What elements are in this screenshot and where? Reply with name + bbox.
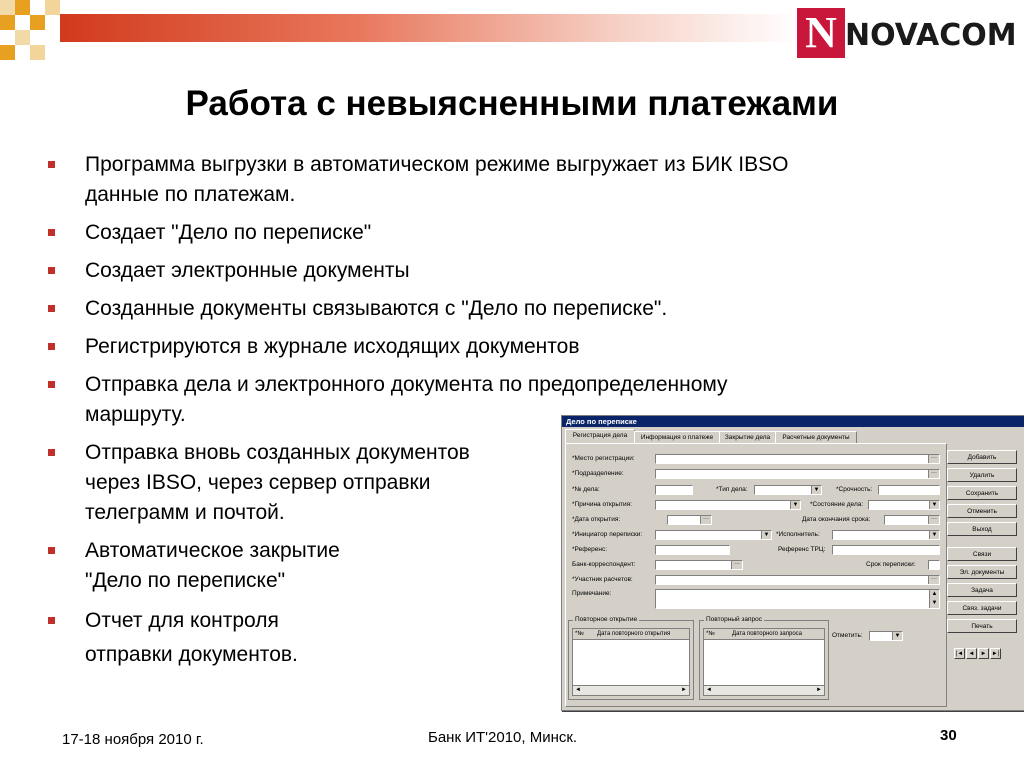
ref-trc-field[interactable] bbox=[832, 545, 940, 555]
state-select[interactable] bbox=[868, 500, 940, 510]
deco-square bbox=[15, 30, 30, 45]
chevron-down-icon[interactable]: ▼ bbox=[811, 486, 821, 494]
ellipsis-icon[interactable]: ··· bbox=[928, 470, 939, 478]
registration-panel bbox=[565, 443, 947, 707]
novacom-logo bbox=[797, 6, 1019, 60]
linked-tasks-button[interactable]: Связ. задачи bbox=[947, 601, 1017, 615]
bullet-item: Автоматическое закрытие "Дело по переписке" bbox=[48, 536, 948, 596]
bullet-item: Отправка дела и электронного документа по предопределенному маршруту. bbox=[48, 370, 948, 430]
window-title-bar: Дело по переписке bbox=[562, 416, 1024, 427]
open-date-field[interactable] bbox=[667, 515, 712, 525]
executor-select[interactable] bbox=[832, 530, 940, 540]
reason-select[interactable] bbox=[655, 500, 801, 510]
rerequest-group-title: Повторный запрос bbox=[706, 616, 763, 623]
bullet-item: Созданные документы связываются с "Дело по переписке". bbox=[48, 294, 948, 324]
grid-header bbox=[704, 629, 824, 640]
save-button[interactable]: Сохранить bbox=[947, 486, 1017, 500]
tab-settlement-docs[interactable]: Расчетные документы bbox=[775, 431, 857, 443]
footer-date: 17-18 ноября 2010 г. bbox=[62, 731, 204, 748]
page-number: 30 bbox=[940, 727, 957, 744]
chevron-down-icon[interactable]: ▼ bbox=[929, 531, 939, 539]
bullet-item: Отчет для контроля отправки документов. bbox=[48, 604, 948, 672]
add-button[interactable]: Добавить bbox=[947, 450, 1017, 464]
bullet-marker bbox=[48, 229, 55, 236]
horizontal-scrollbar[interactable]: ◄ ► bbox=[575, 687, 687, 693]
initiator-select[interactable] bbox=[655, 530, 772, 540]
urgency-field[interactable] bbox=[878, 485, 940, 495]
note-textarea[interactable] bbox=[655, 589, 940, 609]
links-button[interactable]: Связи bbox=[947, 547, 1017, 561]
reference-label: *Референс: bbox=[572, 546, 608, 553]
reason-label: *Причина открытия: bbox=[572, 501, 632, 508]
chevron-down-icon[interactable]: ▼ bbox=[929, 501, 939, 509]
calendar-icon[interactable]: ··· bbox=[700, 516, 711, 524]
bullet-item: Программа выгрузки в автоматическом режиме выгружает из БИК IBSO данные по платежам. bbox=[48, 150, 948, 210]
state-label: *Состояние дела: bbox=[810, 501, 864, 508]
term-field[interactable] bbox=[928, 560, 940, 570]
note-label: Примечание: bbox=[572, 590, 612, 597]
ellipsis-icon[interactable]: ··· bbox=[928, 455, 939, 463]
col-no: *№ bbox=[575, 631, 584, 637]
participant-label: *Участник расчетов: bbox=[572, 576, 633, 583]
deco-square bbox=[0, 15, 15, 30]
print-button[interactable]: Печать bbox=[947, 619, 1017, 633]
chevron-down-icon[interactable]: ▼ bbox=[790, 501, 800, 509]
exit-button[interactable]: Выход bbox=[947, 522, 1017, 536]
calendar-icon[interactable]: ··· bbox=[928, 516, 939, 524]
next-record-button[interactable]: ► bbox=[978, 648, 989, 659]
chevron-down-icon[interactable]: ▼ bbox=[761, 531, 771, 539]
participant-field[interactable] bbox=[655, 575, 940, 585]
col-reopen-date: Дата повторного открытия bbox=[597, 631, 671, 637]
executor-label: *Исполнитель: bbox=[776, 531, 820, 538]
tab-case-closing[interactable]: Закрытие дела bbox=[719, 431, 776, 443]
logo-mark bbox=[797, 8, 845, 58]
dept-field[interactable] bbox=[655, 469, 940, 479]
prev-record-button[interactable]: ◄ bbox=[966, 648, 977, 659]
reference-field[interactable] bbox=[655, 545, 730, 555]
mark-label: Отметить: bbox=[832, 632, 863, 639]
cancel-button[interactable]: Отменить bbox=[947, 504, 1017, 518]
first-record-button[interactable]: |◄ bbox=[954, 648, 965, 659]
deco-square bbox=[30, 45, 45, 60]
case-no-label: *№ дела: bbox=[572, 486, 600, 493]
place-field[interactable] bbox=[655, 454, 940, 464]
horizontal-scrollbar[interactable]: ◄ ► bbox=[706, 687, 822, 693]
case-type-label: *Тип дела: bbox=[716, 486, 748, 493]
deco-square bbox=[30, 15, 45, 30]
chevron-down-icon[interactable]: ▼ bbox=[892, 632, 902, 640]
bullet-marker bbox=[48, 547, 55, 554]
slide-title: Работа с невыясненными платежами bbox=[185, 84, 839, 123]
ellipsis-icon[interactable]: ··· bbox=[928, 576, 939, 584]
mark-select[interactable] bbox=[869, 631, 903, 641]
case-window bbox=[561, 415, 1024, 711]
reopen-grid[interactable] bbox=[572, 628, 690, 696]
deco-square bbox=[15, 0, 30, 15]
ellipsis-icon[interactable]: ··· bbox=[731, 561, 742, 569]
grid-header bbox=[573, 629, 689, 640]
case-type-select[interactable] bbox=[754, 485, 822, 495]
dept-label: *Подразделение: bbox=[572, 470, 624, 477]
ref-trc-label: Референс ТРЦ: bbox=[778, 546, 826, 553]
bullet-marker bbox=[48, 381, 55, 388]
bullet-marker bbox=[48, 305, 55, 312]
bullet-item: Создает электронные документы bbox=[48, 256, 948, 286]
deco-square bbox=[0, 0, 15, 15]
tab-case-registration[interactable]: Регистрация дела bbox=[565, 429, 635, 443]
bullet-item: Регистрируются в журнале исходящих документов bbox=[48, 332, 948, 362]
corr-bank-label: Банк-корреспондент: bbox=[572, 561, 636, 568]
bullet-marker bbox=[48, 617, 55, 624]
task-button[interactable]: Задача bbox=[947, 583, 1017, 597]
scrollbar[interactable]: ▲ ▼ bbox=[929, 590, 939, 608]
bullet-marker bbox=[48, 267, 55, 274]
end-date-field[interactable] bbox=[884, 515, 940, 525]
initiator-label: *Инициатор переписки: bbox=[572, 531, 643, 538]
term-label: Срок переписки: bbox=[866, 561, 916, 568]
bullet-marker bbox=[48, 161, 55, 168]
reopen-group-title: Повторное открытие bbox=[575, 616, 638, 623]
logo-wordmark: NOVACOM bbox=[845, 18, 1017, 53]
place-label: *Место регистрации: bbox=[572, 455, 635, 462]
delete-button[interactable]: Удалить bbox=[947, 468, 1017, 482]
header-gradient-stripe bbox=[60, 14, 800, 42]
reopen-group bbox=[568, 616, 694, 700]
rerequest-grid[interactable] bbox=[703, 628, 825, 696]
col-no: *№ bbox=[706, 631, 715, 637]
bullet-marker bbox=[48, 449, 55, 456]
open-date-label: *Дата открытия: bbox=[572, 516, 621, 523]
footer-event: Банк ИТ'2010, Минск. bbox=[428, 729, 578, 746]
bullet-marker bbox=[48, 343, 55, 350]
last-record-button[interactable]: ►| bbox=[990, 648, 1001, 659]
bullet-item: Отправка вновь созданных документов через IBSO, через сервер отправки телеграмм и почтой. bbox=[48, 438, 948, 528]
tab-payment-info[interactable]: Информация о платеже bbox=[634, 431, 720, 443]
corr-bank-field[interactable] bbox=[655, 560, 743, 570]
col-request-date: Дата повторного запроса bbox=[732, 631, 803, 637]
bullet-item: Создает "Дело по переписке" bbox=[48, 218, 948, 248]
case-no-field[interactable] bbox=[655, 485, 693, 495]
deco-square bbox=[0, 45, 15, 60]
deco-square bbox=[45, 0, 60, 15]
edocs-button[interactable]: Эл. документы bbox=[947, 565, 1017, 579]
end-date-label: Дата окончания срока: bbox=[802, 516, 871, 523]
logo-letter: N bbox=[805, 8, 837, 57]
urgency-label: *Срочность: bbox=[836, 486, 873, 493]
rerequest-group bbox=[699, 616, 829, 700]
